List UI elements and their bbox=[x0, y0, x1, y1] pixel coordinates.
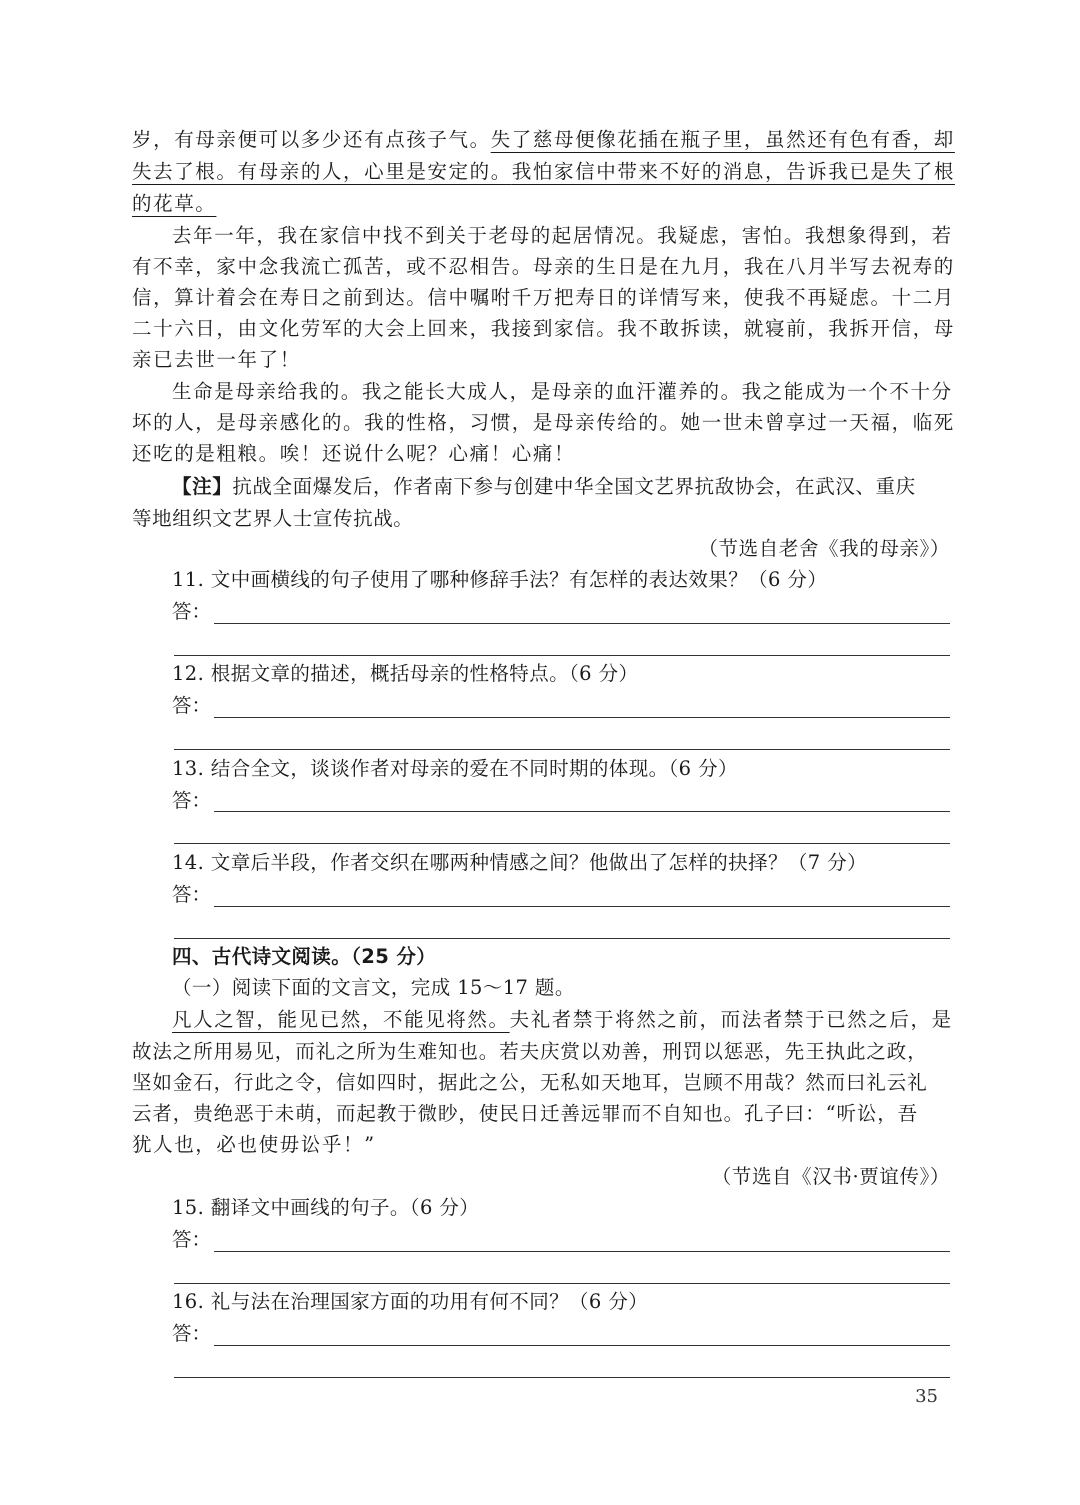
text-segment: 夫礼者禁于将然之前，而法者禁于已然之后，是 bbox=[509, 1008, 953, 1031]
answer-line[interactable] bbox=[174, 655, 950, 656]
source-citation: （节选自老舍《我的母亲》） bbox=[698, 537, 950, 560]
passage-line: 二十六日，由文化劳军的大会上回来，我接到家信。我不敢拆读，就寝前，我拆开信，母 bbox=[132, 317, 955, 340]
answer-line[interactable] bbox=[174, 938, 950, 939]
answer-line[interactable] bbox=[174, 1377, 950, 1378]
passage-line bbox=[132, 124, 955, 155]
underlined-segment: 失了慈母便像花插在瓶子里，虽然还有色有香，却 bbox=[490, 128, 955, 151]
answer-line[interactable] bbox=[214, 906, 950, 907]
answer-label: 答： bbox=[172, 883, 212, 906]
note-label: 【注】 bbox=[172, 475, 233, 498]
note-line: 等地组织文艺界人士宣传抗战。 bbox=[132, 507, 414, 530]
answer-label: 答： bbox=[172, 789, 212, 812]
answer-line[interactable] bbox=[214, 717, 950, 718]
note-text: 抗战全面爆发后，作者南下参与创建中华全国文艺界抗敌协会，在武汉、重庆 bbox=[232, 475, 916, 498]
section-subtitle: （一）阅读下面的文言文，完成 15～17 题。 bbox=[172, 976, 575, 999]
classical-text-line: 坚如金石，行此之令，信如四时，据此之公，无私如天地耳，岂顾不用哉？然而曰礼云礼 bbox=[132, 1071, 928, 1094]
passage-line: 生命是母亲给我的。我之能长大成人，是母亲的血汗灌养的。我之能成为一个不十分 bbox=[172, 380, 953, 403]
underlined-segment: 凡人之智，能见已然，不能见将然。 bbox=[172, 1008, 510, 1031]
answer-label: 答： bbox=[172, 1228, 212, 1251]
answer-line[interactable] bbox=[174, 1283, 950, 1284]
answer-line[interactable] bbox=[214, 1345, 950, 1346]
section-title: 四、古代诗文阅读。（25 分） bbox=[172, 945, 437, 968]
underlined-segment: 我怕家信中带来不好的消息，告诉我已是失了根 bbox=[511, 160, 955, 183]
question-15: 15. 翻译文中画线的句子。（6 分） bbox=[172, 1196, 480, 1219]
passage-line bbox=[132, 156, 955, 187]
question-12: 12. 根据文章的描述，概括母亲的性格特点。（6 分） bbox=[172, 662, 639, 685]
answer-label: 答： bbox=[172, 694, 212, 717]
question-11: 11. 文中画横线的句子使用了哪种修辞手法？有怎样的表达效果？（6 分） bbox=[172, 568, 828, 591]
answer-line[interactable] bbox=[214, 811, 950, 812]
text-segment: 岁，有母亲便可以多少还有点孩子气。 bbox=[132, 128, 491, 151]
classical-text-line: 故法之所用易见，而礼之所为生难知也。若夫庆赏以劝善，刑罚以惩恶，先王执此之政， bbox=[132, 1040, 928, 1063]
classical-text-line: 犹人也，必也使毋讼乎！” bbox=[132, 1133, 376, 1156]
page-number: 35 bbox=[915, 1386, 938, 1407]
passage-line: 还吃的是粗粮。唉！还说什么呢？心痛！心痛！ bbox=[132, 442, 576, 465]
answer-line[interactable] bbox=[214, 623, 950, 624]
question-16: 16. 礼与法在治理国家方面的功用有何不同？（6 分） bbox=[172, 1290, 649, 1313]
classical-text-line bbox=[172, 1004, 953, 1035]
underlined-segment: 有母亲的人，心里是安定的。 bbox=[237, 160, 512, 183]
passage-line: 去年一年，我在家信中找不到关于老母的起居情况。我疑虑，害怕。我想象得到，若 bbox=[172, 224, 953, 247]
answer-label: 答： bbox=[172, 1322, 212, 1345]
passage-line: 有不幸，家中念我流亡孤苦，或不忍相告。母亲的生日是在九月，我在八月半写去祝寿的 bbox=[132, 255, 955, 278]
underlined-segment: 失去了根。 bbox=[132, 160, 238, 183]
classical-text-line: 云者，贵绝恶于未萌，而起教于微眇，使民日迁善远罪而不自知也。孔子曰：“听讼，吾 bbox=[132, 1102, 919, 1125]
question-13: 13. 结合全文，谈谈作者对母亲的爱在不同时期的体现。（6 分） bbox=[172, 757, 738, 780]
note-line bbox=[172, 471, 950, 502]
answer-line[interactable] bbox=[174, 749, 950, 750]
passage-line: 信，算计着会在寿日之前到达。信中嘱咐千万把寿日的详情写来，使我不再疑虑。十二月 bbox=[132, 286, 955, 309]
answer-line[interactable] bbox=[214, 1251, 950, 1252]
passage-line: 亲已去世一年了！ bbox=[132, 348, 301, 371]
passage-line: 坏的人，是母亲感化的。我的性格，习惯，是母亲传给的。她一世未曾享过一天福，临死 bbox=[132, 411, 955, 434]
question-14: 14. 文章后半段，作者交织在哪两种情感之间？他做出了怎样的抉择？（7 分） bbox=[172, 851, 868, 874]
answer-label: 答： bbox=[172, 600, 212, 623]
answer-line[interactable] bbox=[174, 843, 950, 844]
source-citation: （节选自《汉书·贾谊传》） bbox=[711, 1165, 950, 1188]
underlined-segment: 的花草。 bbox=[132, 192, 217, 215]
passage-line bbox=[132, 188, 950, 219]
